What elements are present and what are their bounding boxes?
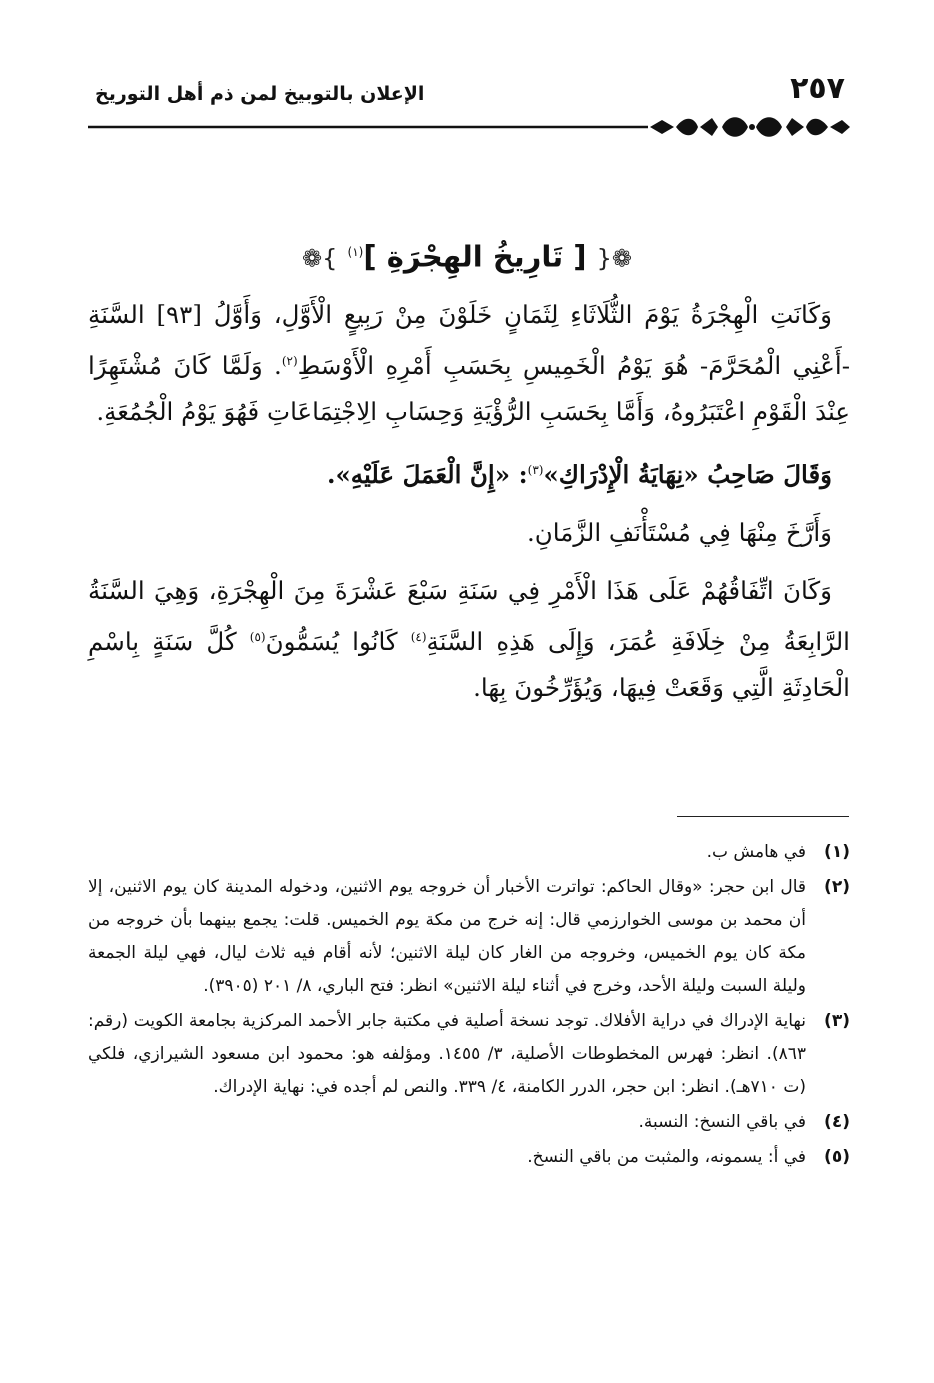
paragraph: وَكَانَتِ الْهِجْرَةُ يَوْمَ الثُّلَاثَاءِ لِثَمَانٍ خَلَوْنَ مِنْ رَبِيعٍ الْأَوَّلِ، وَأَوَّلُ [٩٣] السَّنَةِ -أَعْنِي الْمُحَرَّمَ- هُوَ يَوْمُ الْخَمِيسِ بِحَسَبِ أَمْرِهِ الْأَوْسَطِ$^{(٢)}$. وَلَمَّا كَانَ مُشْتَهِرًا عِنْدَ الْقَوْمِ اعْتَبَرُوهُ، وَأَمَّا بِحَسَبِ الرُّؤْيَةِ وَحِسَابِ الِاجْتِمَاعَاتِ فَهُوَ يَوْمُ الْجُمُعَةِ. [88, 300, 850, 427]
footnote-ref: (٤) [410, 630, 427, 645]
footnote [88, 1005, 850, 1104]
footnote-ref: (٣) [527, 463, 544, 478]
footnote-text: نهاية الإدراك في دراية الأفلاك. توجد نسخة أصلية في مكتبة جابر الأحمد المركزية بجامعة الكويت (رقم: ٨٦٣). انظر: فهرس المخطوطات الأصلية، ٣/ ١٤٥٥. ومؤلفه هو: محمود ابن مسعود الشيرازي، فلكي (ت ٧١٠هـ). انظر: ابن حجر، الدرر الكامنة، ٤/ ٣٣٩. والنص لم أجده في: نهاية الإدراك. [88, 1011, 807, 1097]
footnote-number: (٣) [824, 1011, 850, 1031]
footnote-text: في باقي النسخ: النسبة. [638, 1112, 806, 1132]
main-text [88, 292, 850, 711]
footnote-text: في أ: يسمونه، والمثبت من باقي النسخ. [527, 1147, 806, 1167]
paragraph: وَأَرَّخَ مِنْهَا فِي مُسْتَأْنَفِ الزَّمَانِ. [526, 518, 832, 548]
header-ornament-rule [88, 112, 850, 142]
paragraph: وَقَالَ صَاحِبُ «نِهَايَةُ الْإِدْرَاكِ»$^{(٣)}$: «إِنَّ الْعَمَلَ عَلَيْهِ». [326, 460, 832, 490]
book-title: الإعلان بالتوبيخ لمن ذم أهل التوريخ [95, 83, 425, 105]
footnote-separator [677, 816, 849, 817]
footnote-ref: (٢) [281, 354, 298, 368]
running-head [95, 72, 845, 112]
footnote-ref: (٥) [249, 630, 266, 645]
footnote-number: (٥) [824, 1147, 850, 1167]
chapter-title: [ تَارِيخُ الهِجْرَةِ ] [363, 239, 587, 274]
footnote [88, 1106, 850, 1139]
footnote-text: قال ابن حجر: «وقال الحاكم: تواترت الأخبار أن خروجه يوم الاثنين، ودخوله المدينة كان يوم الاثنين، إلا أن محمد بن موسى الخوارزمي قال: إنه خرج من مكة يوم الخميس. قلت: يجمع بينهما بأن خروجه من مكة كان يوم الخميس، وخروجه من الغار كان ليلة الاثنين؛ لأنه أقام فيه ثلاث ليال، فهي ليلة الجمعة وليلة السبت وليلة الأحد، وخرج في أثناء ليلة الاثنين» انظر: فتح الباري، ٨/ ٢٠١ (٣٩٠٥). [88, 877, 806, 996]
footnote-text: في هامش ب. [706, 842, 806, 862]
chapter-heading [0, 232, 934, 279]
heading-ornament-right: ❁{ [596, 244, 632, 273]
page-number: ٢٥٧ [790, 71, 845, 106]
footnote [88, 836, 850, 869]
footnote-number: (١) [824, 842, 850, 862]
footnotes [88, 836, 850, 1176]
footnote-ref: (١) [347, 245, 364, 259]
footnote [88, 871, 850, 1003]
footnote [88, 1141, 850, 1174]
heading-ornament-left: }❁ [302, 244, 338, 273]
footnote-number: (٤) [824, 1112, 850, 1132]
paragraph: وَكَانَ اتِّفَاقُهُمْ عَلَى هَذَا الْأَمْرِ فِي سَنَةِ سَبْعَ عَشْرَةَ مِنَ الْهِجْرَةِ، وَهِيَ السَّنَةُ الرَّابِعَةُ مِنْ خِلَافَةِ عُمَرَ، وَإِلَى هَذِهِ السَّنَةِ$^{(٤)}$ كَانُوا يُسَمُّونَ$^{(٥)}$ كُلَّ سَنَةٍ بِاسْمِ الْحَادِثَةِ الَّتِي وَقَعَتْ فِيهَا، وَيُؤَرِّخُونَ بِهَا. [88, 576, 850, 703]
footnote-number: (٢) [824, 877, 850, 897]
